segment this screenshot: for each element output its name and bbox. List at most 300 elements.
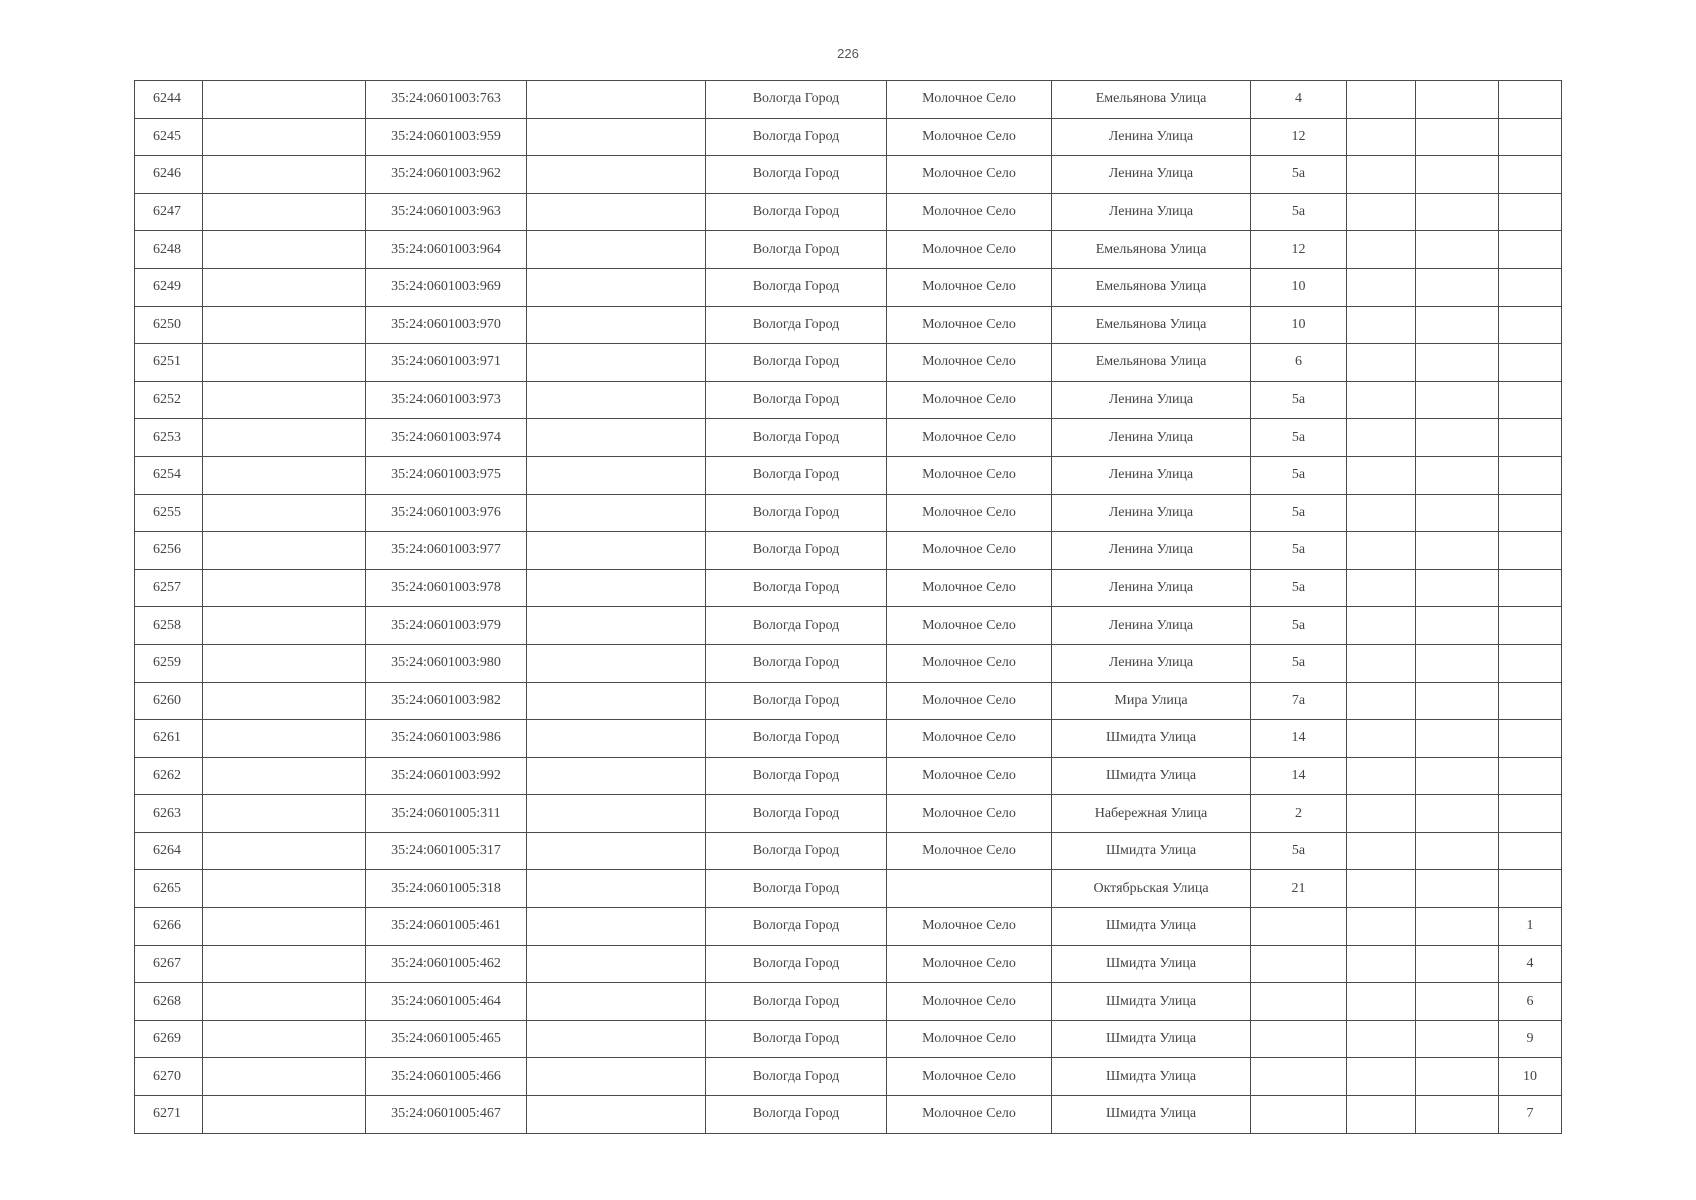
city-cell: Вологда Город [706,456,887,494]
empty-cell-a [203,156,366,194]
row-number-cell: 6261 [135,720,203,758]
empty-cell-a [203,644,366,682]
house-number-cell: 14 [1251,720,1347,758]
table-row [135,908,1562,946]
empty-cell-a [203,494,366,532]
city-cell: Вологда Город [706,306,887,344]
empty-cell-b [527,682,706,720]
empty-cell-c [1347,1058,1416,1096]
empty-cell-b [527,268,706,306]
cadastral-number-cell: 35:24:0601003:969 [366,268,527,306]
house-number-cell [1251,1058,1347,1096]
settlement-cell: Молочное Село [887,1020,1052,1058]
row-number-cell: 6265 [135,870,203,908]
table-row [135,569,1562,607]
empty-cell-c [1347,193,1416,231]
empty-cell-d [1416,870,1499,908]
empty-cell-d [1416,156,1499,194]
empty-cell-c [1347,569,1416,607]
street-cell: Мира Улица [1052,682,1251,720]
extra-number-cell [1499,832,1562,870]
house-number-cell: 5а [1251,456,1347,494]
extra-number-cell [1499,381,1562,419]
settlement-cell: Молочное Село [887,1058,1052,1096]
empty-cell-d [1416,682,1499,720]
empty-cell-a [203,832,366,870]
empty-cell-d [1416,1058,1499,1096]
empty-cell-b [527,1020,706,1058]
city-cell: Вологда Город [706,532,887,570]
settlement-cell: Молочное Село [887,118,1052,156]
cadastral-number-cell: 35:24:0601005:317 [366,832,527,870]
table-row [135,945,1562,983]
row-number-cell: 6255 [135,494,203,532]
cadastral-number-cell: 35:24:0601003:962 [366,156,527,194]
empty-cell-b [527,381,706,419]
row-number-cell: 6270 [135,1058,203,1096]
row-number-cell: 6250 [135,306,203,344]
empty-cell-d [1416,607,1499,645]
empty-cell-c [1347,757,1416,795]
empty-cell-b [527,81,706,119]
extra-number-cell: 4 [1499,945,1562,983]
extra-number-cell [1499,569,1562,607]
row-number-cell: 6248 [135,231,203,269]
empty-cell-d [1416,231,1499,269]
empty-cell-b [527,644,706,682]
house-number-cell: 7а [1251,682,1347,720]
empty-cell-d [1416,832,1499,870]
empty-cell-c [1347,795,1416,833]
empty-cell-d [1416,344,1499,382]
empty-cell-b [527,193,706,231]
cadastral-number-cell: 35:24:0601003:971 [366,344,527,382]
settlement-cell: Молочное Село [887,983,1052,1021]
street-cell: Набережная Улица [1052,795,1251,833]
row-number-cell: 6260 [135,682,203,720]
table-row [135,156,1562,194]
city-cell: Вологда Город [706,344,887,382]
empty-cell-d [1416,494,1499,532]
city-cell: Вологда Город [706,945,887,983]
cadastral-number-cell: 35:24:0601003:974 [366,419,527,457]
empty-cell-d [1416,795,1499,833]
empty-cell-c [1347,607,1416,645]
table-row [135,682,1562,720]
empty-cell-a [203,81,366,119]
empty-cell-c [1347,644,1416,682]
street-cell: Шмидта Улица [1052,945,1251,983]
empty-cell-b [527,419,706,457]
table-row [135,870,1562,908]
house-number-cell: 2 [1251,795,1347,833]
city-cell: Вологда Город [706,1096,887,1134]
empty-cell-c [1347,945,1416,983]
empty-cell-c [1347,156,1416,194]
settlement-cell: Молочное Село [887,268,1052,306]
house-number-cell [1251,1096,1347,1134]
settlement-cell: Молочное Село [887,81,1052,119]
empty-cell-d [1416,757,1499,795]
empty-cell-d [1416,306,1499,344]
empty-cell-a [203,306,366,344]
empty-cell-b [527,983,706,1021]
table-row [135,419,1562,457]
extra-number-cell: 7 [1499,1096,1562,1134]
city-cell: Вологда Город [706,231,887,269]
empty-cell-b [527,870,706,908]
house-number-cell: 5а [1251,532,1347,570]
cadastral-number-cell: 35:24:0601003:963 [366,193,527,231]
house-number-cell: 5а [1251,644,1347,682]
cadastral-number-cell: 35:24:0601005:461 [366,908,527,946]
house-number-cell: 4 [1251,81,1347,119]
empty-cell-d [1416,908,1499,946]
settlement-cell: Молочное Село [887,193,1052,231]
house-number-cell: 5а [1251,419,1347,457]
empty-cell-b [527,456,706,494]
empty-cell-c [1347,231,1416,269]
table-row [135,81,1562,119]
empty-cell-a [203,268,366,306]
empty-cell-b [527,344,706,382]
page-number: 226 [837,46,859,61]
empty-cell-b [527,795,706,833]
street-cell: Ленина Улица [1052,118,1251,156]
street-cell: Емельянова Улица [1052,344,1251,382]
extra-number-cell [1499,607,1562,645]
extra-number-cell [1499,193,1562,231]
extra-number-cell [1499,720,1562,758]
cadastral-number-cell: 35:24:0601005:467 [366,1096,527,1134]
empty-cell-b [527,832,706,870]
settlement-cell: Молочное Село [887,945,1052,983]
extra-number-cell [1499,494,1562,532]
settlement-cell: Молочное Село [887,569,1052,607]
table-row [135,494,1562,532]
table-row [135,532,1562,570]
empty-cell-a [203,1096,366,1134]
empty-cell-b [527,532,706,570]
extra-number-cell [1499,795,1562,833]
settlement-cell: Молочное Село [887,306,1052,344]
cadastral-number-cell: 35:24:0601003:973 [366,381,527,419]
empty-cell-c [1347,81,1416,119]
city-cell: Вологда Город [706,908,887,946]
street-cell: Шмидта Улица [1052,720,1251,758]
row-number-cell: 6244 [135,81,203,119]
house-number-cell: 12 [1251,231,1347,269]
settlement-cell: Молочное Село [887,1096,1052,1134]
row-number-cell: 6266 [135,908,203,946]
extra-number-cell: 10 [1499,1058,1562,1096]
empty-cell-b [527,908,706,946]
empty-cell-c [1347,720,1416,758]
cadastral-number-cell: 35:24:0601003:986 [366,720,527,758]
empty-cell-a [203,569,366,607]
empty-cell-c [1347,870,1416,908]
empty-cell-c [1347,456,1416,494]
house-number-cell [1251,908,1347,946]
empty-cell-b [527,306,706,344]
city-cell: Вологда Город [706,156,887,194]
empty-cell-a [203,118,366,156]
empty-cell-c [1347,381,1416,419]
cadastral-number-cell: 35:24:0601003:976 [366,494,527,532]
extra-number-cell: 1 [1499,908,1562,946]
settlement-cell: Молочное Село [887,832,1052,870]
street-cell: Октябрьская Улица [1052,870,1251,908]
cadastral-number-cell: 35:24:0601003:978 [366,569,527,607]
city-cell: Вологда Город [706,419,887,457]
table-row [135,832,1562,870]
empty-cell-d [1416,720,1499,758]
extra-number-cell [1499,870,1562,908]
empty-cell-c [1347,908,1416,946]
house-number-cell: 5а [1251,607,1347,645]
empty-cell-a [203,344,366,382]
house-number-cell: 21 [1251,870,1347,908]
house-number-cell: 12 [1251,118,1347,156]
row-number-cell: 6258 [135,607,203,645]
street-cell: Ленина Улица [1052,456,1251,494]
empty-cell-a [203,757,366,795]
table-row [135,1020,1562,1058]
house-number-cell: 5а [1251,156,1347,194]
table-row [135,456,1562,494]
city-cell: Вологда Город [706,870,887,908]
empty-cell-a [203,381,366,419]
city-cell: Вологда Город [706,832,887,870]
table-row [135,118,1562,156]
street-cell: Ленина Улица [1052,532,1251,570]
settlement-cell: Молочное Село [887,795,1052,833]
row-number-cell: 6253 [135,419,203,457]
street-cell: Емельянова Улица [1052,268,1251,306]
empty-cell-b [527,720,706,758]
table-row [135,306,1562,344]
cadastral-number-cell: 35:24:0601003:992 [366,757,527,795]
empty-cell-b [527,945,706,983]
empty-cell-a [203,795,366,833]
settlement-cell: Молочное Село [887,381,1052,419]
table-row [135,1096,1562,1134]
extra-number-cell [1499,682,1562,720]
empty-cell-d [1416,268,1499,306]
empty-cell-c [1347,532,1416,570]
empty-cell-d [1416,1096,1499,1134]
settlement-cell: Молочное Село [887,757,1052,795]
house-number-cell: 5а [1251,494,1347,532]
extra-number-cell [1499,419,1562,457]
empty-cell-a [203,456,366,494]
empty-cell-d [1416,644,1499,682]
settlement-cell: Молочное Село [887,419,1052,457]
row-number-cell: 6271 [135,1096,203,1134]
row-number-cell: 6268 [135,983,203,1021]
extra-number-cell [1499,757,1562,795]
cadastral-number-cell: 35:24:0601005:462 [366,945,527,983]
extra-number-cell: 9 [1499,1020,1562,1058]
street-cell: Шмидта Улица [1052,1096,1251,1134]
settlement-cell: Молочное Село [887,344,1052,382]
empty-cell-b [527,757,706,795]
empty-cell-a [203,945,366,983]
table-row [135,381,1562,419]
street-cell: Ленина Улица [1052,156,1251,194]
row-number-cell: 6252 [135,381,203,419]
row-number-cell: 6246 [135,156,203,194]
cadastral-number-cell: 35:24:0601003:982 [366,682,527,720]
row-number-cell: 6245 [135,118,203,156]
registry-table-body [135,81,1562,1134]
empty-cell-d [1416,193,1499,231]
cadastral-number-cell: 35:24:0601003:970 [366,306,527,344]
city-cell: Вологда Город [706,81,887,119]
row-number-cell: 6263 [135,795,203,833]
house-number-cell [1251,945,1347,983]
empty-cell-c [1347,306,1416,344]
empty-cell-d [1416,983,1499,1021]
empty-cell-b [527,607,706,645]
extra-number-cell [1499,156,1562,194]
settlement-cell: Молочное Село [887,456,1052,494]
extra-number-cell [1499,306,1562,344]
cadastral-number-cell: 35:24:0601003:979 [366,607,527,645]
settlement-cell: Молочное Село [887,908,1052,946]
extra-number-cell [1499,118,1562,156]
city-cell: Вологда Город [706,795,887,833]
settlement-cell: Молочное Село [887,231,1052,269]
empty-cell-c [1347,1020,1416,1058]
extra-number-cell: 6 [1499,983,1562,1021]
street-cell: Шмидта Улица [1052,832,1251,870]
cadastral-number-cell: 35:24:0601005:318 [366,870,527,908]
street-cell: Емельянова Улица [1052,231,1251,269]
empty-cell-b [527,494,706,532]
city-cell: Вологда Город [706,644,887,682]
table-row [135,193,1562,231]
row-number-cell: 6247 [135,193,203,231]
empty-cell-b [527,231,706,269]
street-cell: Шмидта Улица [1052,983,1251,1021]
empty-cell-c [1347,344,1416,382]
city-cell: Вологда Город [706,983,887,1021]
settlement-cell: Молочное Село [887,156,1052,194]
house-number-cell: 10 [1251,268,1347,306]
street-cell: Емельянова Улица [1052,306,1251,344]
street-cell: Шмидта Улица [1052,1020,1251,1058]
house-number-cell: 14 [1251,757,1347,795]
empty-cell-c [1347,983,1416,1021]
cadastral-number-cell: 35:24:0601003:980 [366,644,527,682]
table-row [135,231,1562,269]
empty-cell-c [1347,419,1416,457]
settlement-cell: Молочное Село [887,682,1052,720]
city-cell: Вологда Город [706,607,887,645]
empty-cell-a [203,1020,366,1058]
settlement-cell [887,870,1052,908]
street-cell: Шмидта Улица [1052,1058,1251,1096]
house-number-cell [1251,1020,1347,1058]
house-number-cell: 5а [1251,832,1347,870]
street-cell: Ленина Улица [1052,569,1251,607]
table-row [135,268,1562,306]
empty-cell-b [527,1058,706,1096]
empty-cell-a [203,682,366,720]
street-cell: Ленина Улица [1052,644,1251,682]
city-cell: Вологда Город [706,118,887,156]
empty-cell-d [1416,81,1499,119]
empty-cell-a [203,908,366,946]
extra-number-cell [1499,644,1562,682]
street-cell: Шмидта Улица [1052,908,1251,946]
empty-cell-d [1416,532,1499,570]
house-number-cell: 5а [1251,193,1347,231]
empty-cell-c [1347,494,1416,532]
empty-cell-a [203,1058,366,1096]
empty-cell-d [1416,569,1499,607]
empty-cell-d [1416,456,1499,494]
row-number-cell: 6259 [135,644,203,682]
row-number-cell: 6251 [135,344,203,382]
table-row [135,607,1562,645]
street-cell: Ленина Улица [1052,381,1251,419]
house-number-cell [1251,983,1347,1021]
cadastral-number-cell: 35:24:0601005:465 [366,1020,527,1058]
city-cell: Вологда Город [706,268,887,306]
city-cell: Вологда Город [706,381,887,419]
empty-cell-a [203,720,366,758]
city-cell: Вологда Город [706,757,887,795]
empty-cell-c [1347,1096,1416,1134]
city-cell: Вологда Город [706,720,887,758]
table-row [135,344,1562,382]
extra-number-cell [1499,268,1562,306]
extra-number-cell [1499,344,1562,382]
extra-number-cell [1499,231,1562,269]
city-cell: Вологда Город [706,569,887,607]
registry-table [134,80,1562,1134]
table-row [135,644,1562,682]
empty-cell-a [203,870,366,908]
table-row [135,757,1562,795]
empty-cell-b [527,118,706,156]
empty-cell-a [203,193,366,231]
empty-cell-c [1347,832,1416,870]
settlement-cell: Молочное Село [887,494,1052,532]
house-number-cell: 6 [1251,344,1347,382]
street-cell: Ленина Улица [1052,607,1251,645]
empty-cell-a [203,532,366,570]
cadastral-number-cell: 35:24:0601003:763 [366,81,527,119]
table-row [135,1058,1562,1096]
row-number-cell: 6254 [135,456,203,494]
row-number-cell: 6262 [135,757,203,795]
empty-cell-a [203,419,366,457]
table-row [135,983,1562,1021]
extra-number-cell [1499,456,1562,494]
row-number-cell: 6264 [135,832,203,870]
house-number-cell: 10 [1251,306,1347,344]
row-number-cell: 6256 [135,532,203,570]
empty-cell-c [1347,682,1416,720]
table-row [135,795,1562,833]
settlement-cell: Молочное Село [887,607,1052,645]
settlement-cell: Молочное Село [887,720,1052,758]
cadastral-number-cell: 35:24:0601003:964 [366,231,527,269]
cadastral-number-cell: 35:24:0601005:311 [366,795,527,833]
